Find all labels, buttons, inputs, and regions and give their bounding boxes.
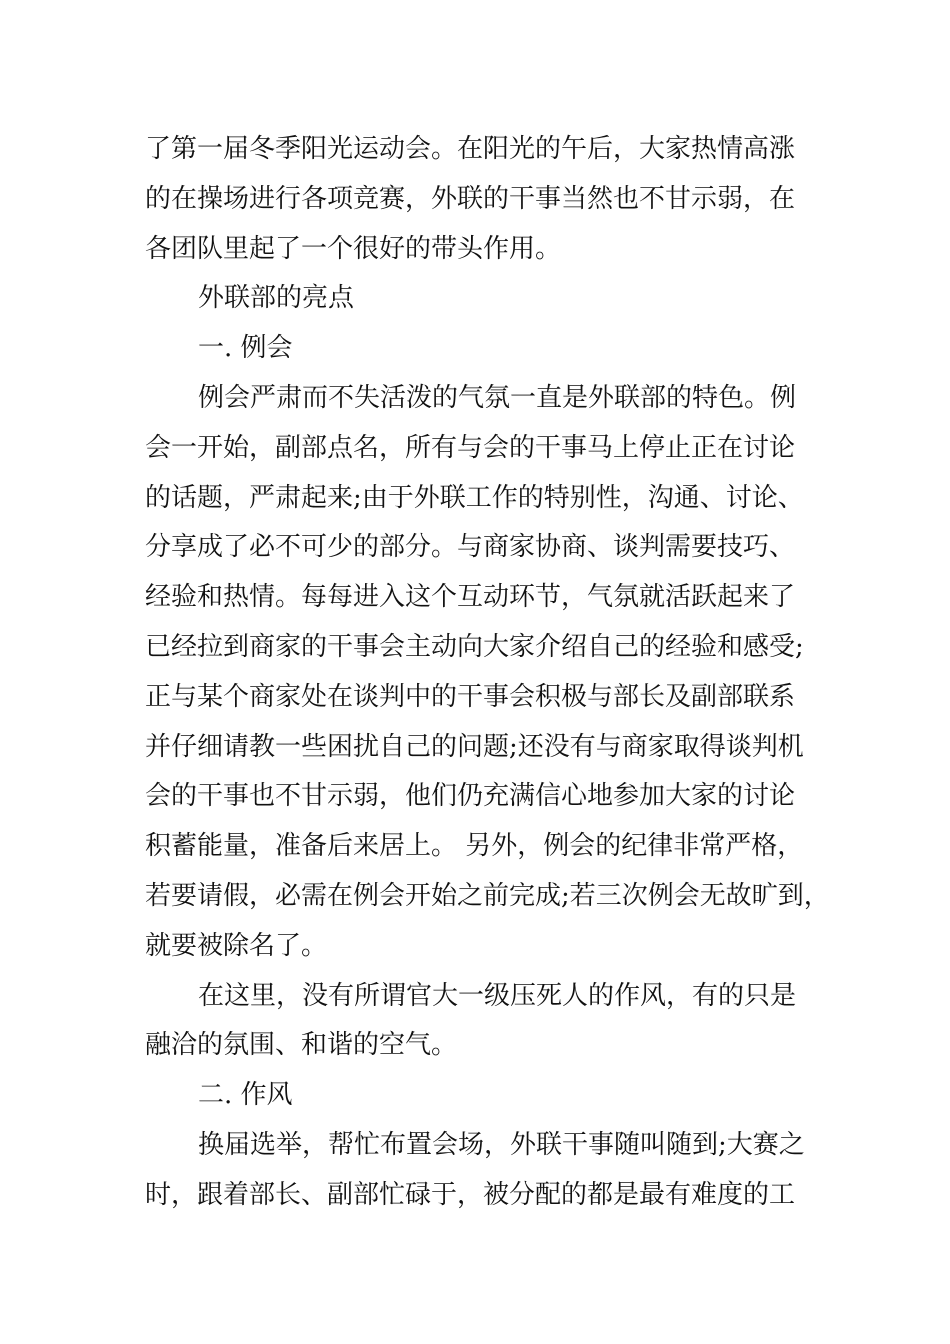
text-line-15: 积蓄能量，准备后来居上。 另外，例会的纪律非常严格，	[145, 831, 804, 862]
text-line-10: 经验和热情。每每进入这个互动环节，气氛就活跃起来了	[145, 582, 796, 613]
section-heading-highlights: 外联部的亮点	[198, 283, 355, 314]
text-line-22: 时，跟着部长、副部忙碌于，被分配的都是最有难度的工	[145, 1179, 796, 1210]
document-body	[145, 125, 830, 1221]
text-line-19: 融洽的氛围、和谐的空气。	[145, 1030, 458, 1061]
text-line-1: 了第一届冬季阳光运动会。在阳光的午后，大家热情高涨	[145, 134, 796, 164]
text-line-16: 若要请假，必需在例会开始之前完成;若三次例会无故旷到，	[145, 880, 830, 911]
text-line-18: 在这里，没有所谓官大一级压死人的作风，有的只是	[198, 980, 797, 1011]
subsection-heading-meeting: 一. 例会	[198, 333, 293, 364]
text-line-12: 正与某个商家处在谈判中的干事会积极与部长及副部联系	[145, 681, 796, 712]
text-line-6: 例会严肃而不失活泼的气氛一直是外联部的特色。例	[198, 382, 797, 413]
subsection-heading-style: 二. 作风	[198, 1080, 293, 1111]
text-line-17: 就要被除名了。	[145, 930, 328, 961]
text-line-13: 并仔细请教一些困扰自己的问题;还没有与商家取得谈判机	[145, 731, 804, 762]
text-line-11: 已经拉到商家的干事会主动向大家介绍自己的经验和感受;	[145, 631, 804, 662]
text-line-21: 换届选举，帮忙布置会场，外联干事随叫随到;大赛之	[198, 1129, 805, 1160]
text-line-14: 会的干事也不甘示弱，他们仍充满信心地参加大家的讨论	[145, 781, 796, 812]
text-line-7: 会一开始，副部点名，所有与会的干事马上停止正在讨论	[145, 432, 796, 463]
text-line-8: 的话题，严肃起来;由于外联工作的特别性，沟通、讨论、	[145, 482, 804, 513]
text-line-9: 分享成了必不可少的部分。与商家协商、谈判需要技巧、	[145, 532, 796, 563]
text-line-3: 各团队里起了一个很好的带头作用。	[145, 233, 562, 264]
text-line-2: 的在操场进行各项竞赛，外联的干事当然也不甘示弱，在	[145, 183, 796, 214]
